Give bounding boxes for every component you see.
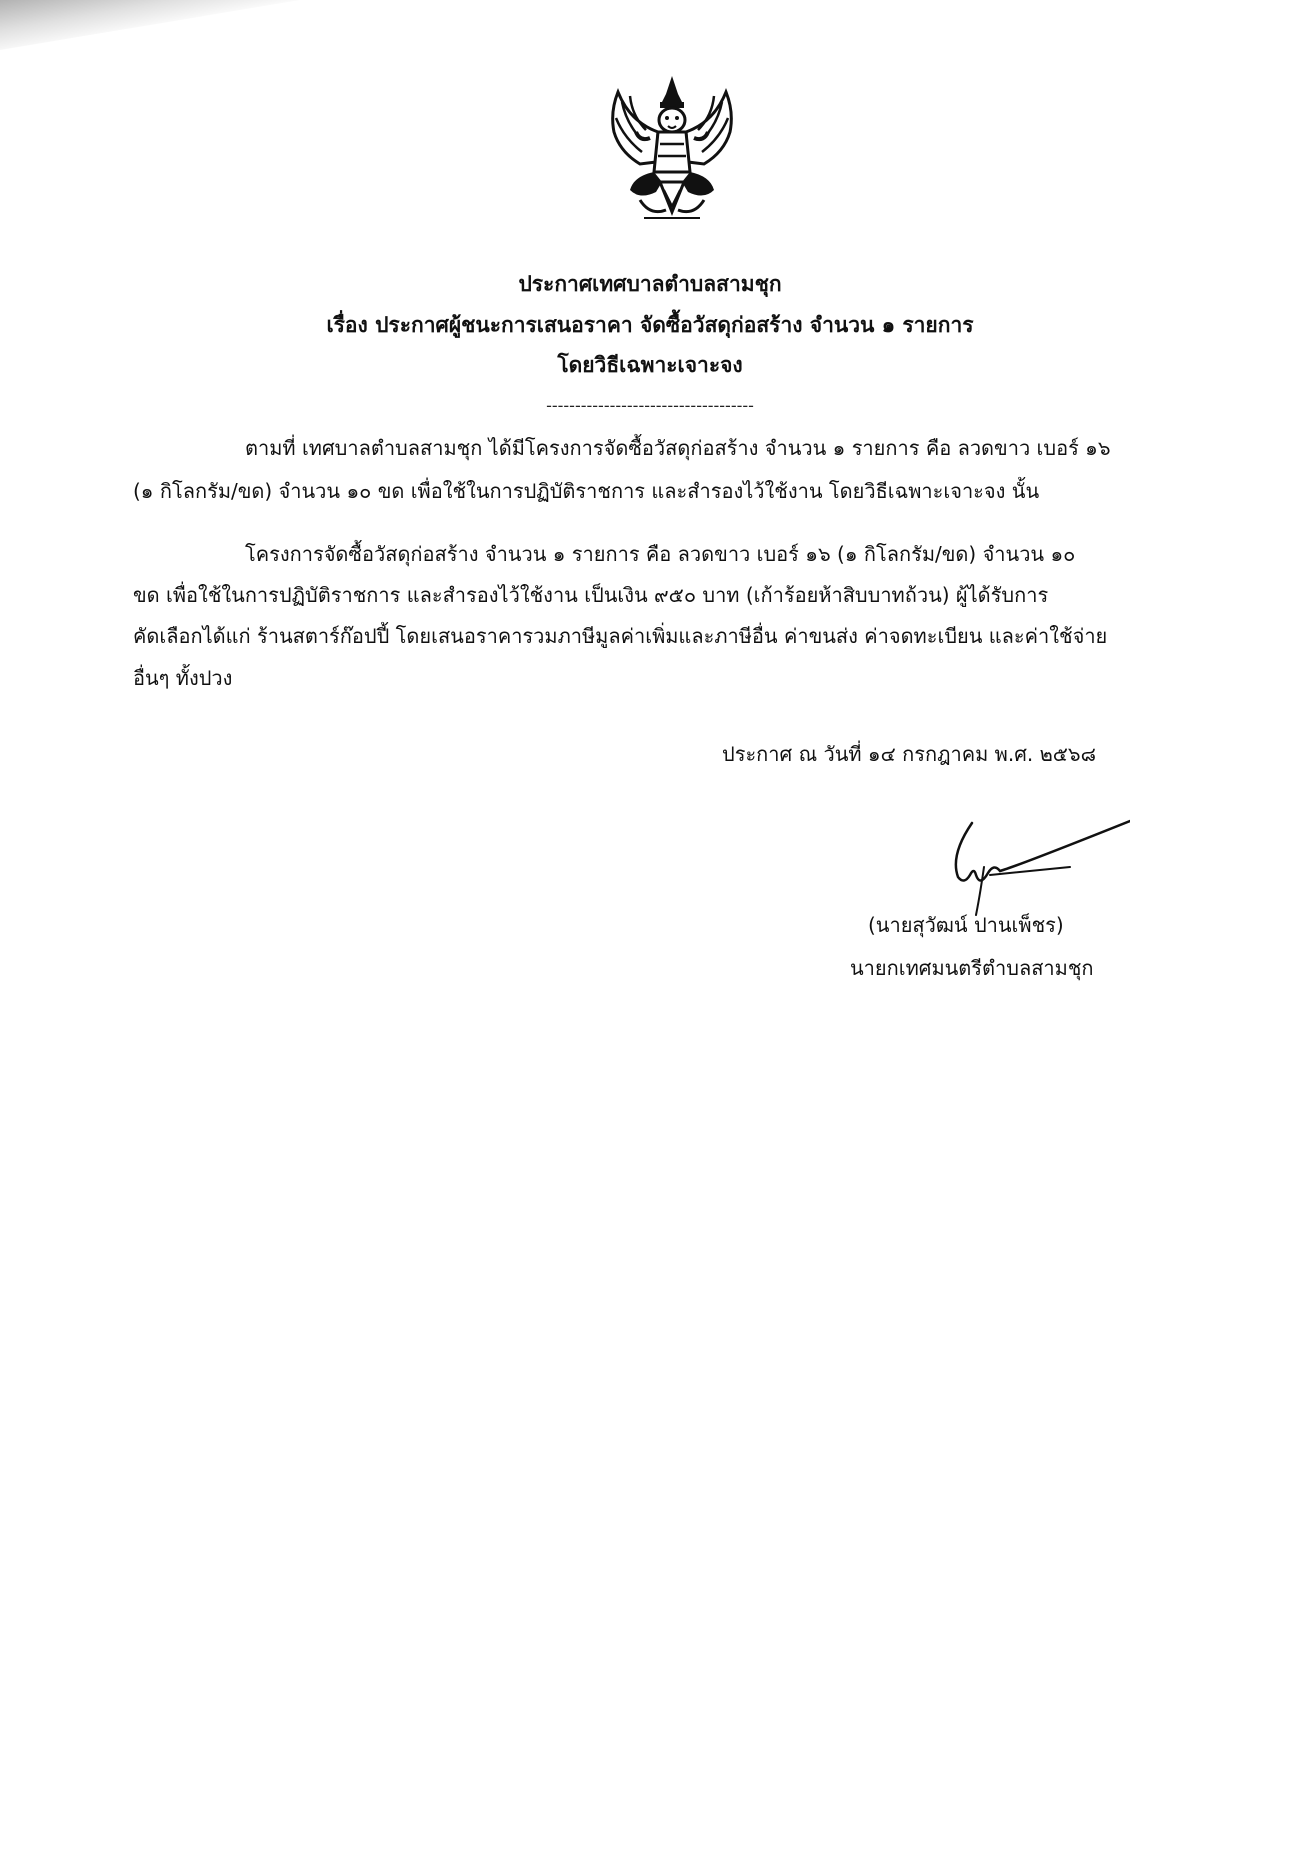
announcement-subject: เรื่อง ประกาศผู้ชนะการเสนอราคา จัดซื้อวัสดุก่อสร้าง จำนวน ๑ รายการ: [326, 313, 974, 337]
scan-shadow: [0, 0, 300, 50]
garuda-emblem-icon: [600, 72, 744, 232]
paragraph-2-line-3: คัดเลือกได้แก่ ร้านสตาร์ก๊อปปี้ โดยเสนอราคารวมภาษีมูลค่าเพิ่มและภาษีอื่น ค่าขนส่ง ค่าจดทะเบียน และค่าใช้จ่าย: [133, 624, 1108, 648]
paragraph-2-line-2: ขด เพื่อใช้ในการปฏิบัติราชการ และสำรองไว้ใช้งาน เป็นเงิน ๙๕๐ บาท (เก้าร้อยห้าสิบบาทถ้วน) ผู้ได้รับการ: [133, 583, 1049, 607]
signatory-position: นายกเทศมนตรีตำบลสามชุก: [850, 956, 1094, 980]
procurement-method: โดยวิธีเฉพาะเจาะจง: [557, 353, 743, 377]
signatory-name: (นายสุวัฒน์ ปานเพ็ชร): [868, 913, 1064, 937]
announcement-org: ประกาศเทศบาลตำบลสามชุก: [518, 272, 782, 296]
handwritten-signature: [930, 815, 1130, 925]
paragraph-1-line-2: (๑ กิโลกรัม/ขด) จำนวน ๑๐ ขด เพื่อใช้ในการปฏิบัติราชการ และสำรองไว้ใช้งาน โดยวิธีเฉพาะเจาะจง นั้น: [133, 479, 1040, 503]
paragraph-1-line-1: ตามที่ เทศบาลตำบลสามชุก ได้มีโครงการจัดซื้อวัสดุก่อสร้าง จำนวน ๑ รายการ คือ ลวดขาว เบอร์ ๑๖: [245, 436, 1111, 460]
announcement-date: ประกาศ ณ วันที่ ๑๔ กรกฎาคม พ.ศ. ๒๕๖๘: [722, 742, 1097, 766]
separator-rule: ------------------------------------: [546, 396, 754, 415]
paragraph-2-line-4: อื่นๆ ทั้งปวง: [133, 666, 233, 690]
paragraph-2-line-1: โครงการจัดซื้อวัสดุก่อสร้าง จำนวน ๑ รายการ คือ ลวดขาว เบอร์ ๑๖ (๑ กิโลกรัม/ขด) จำนวน ๑๐: [245, 542, 1076, 566]
